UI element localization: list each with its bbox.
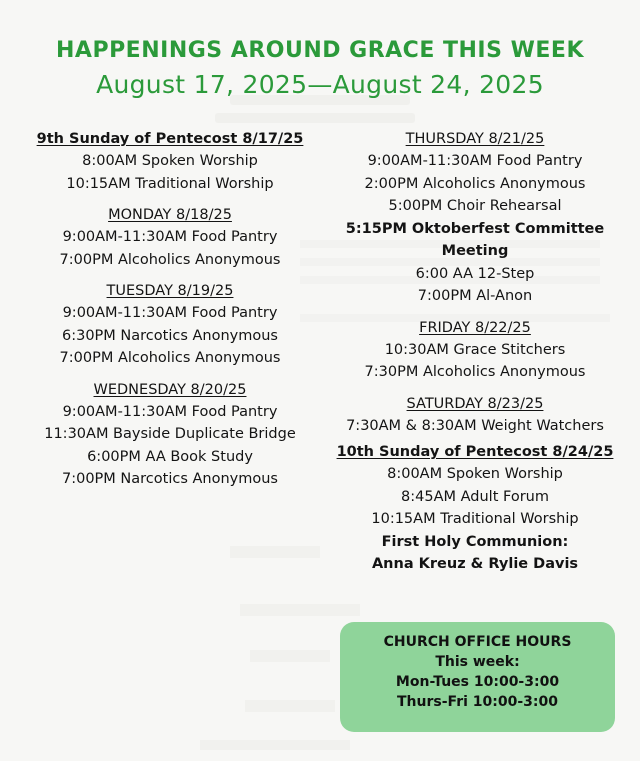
event-line: 10:30AM Grace Stitchers (384, 341, 566, 358)
day-block-monday (20, 204, 320, 271)
office-hours-subtitle: This week: (435, 654, 520, 670)
right-column (325, 128, 625, 576)
event-line: 7:00PM Narcotics Anonymous (62, 471, 278, 487)
day-heading: WEDNESDAY 8/20/25 (93, 381, 247, 398)
event-line: 9:00AM-11:30AM Food Pantry (367, 153, 583, 169)
event-line: 7:00PM Alcoholics Anonymous (59, 350, 281, 366)
date-range: August 17, 2025—August 24, 2025 (96, 70, 544, 99)
event-line: 7:00PM Alcoholics Anonymous (59, 251, 281, 268)
event-line-highlight: Meeting (441, 243, 509, 259)
day-block-friday (325, 317, 625, 384)
day-block-tuesday (20, 280, 320, 370)
day-heading: 10th Sunday of Pentecost 8/24/25 (336, 444, 614, 460)
event-line: 5:00PM Choir Rehearsal (388, 198, 562, 214)
event-line: 10:15AM Traditional Worship (66, 175, 274, 192)
left-column (20, 128, 320, 491)
event-line: 2:00PM Alcoholics Anonymous (364, 175, 586, 192)
event-line: 6:30PM Narcotics Anonymous (62, 327, 278, 344)
day-heading: TUESDAY 8/19/25 (106, 283, 234, 299)
event-line-highlight: 5:15PM Oktoberfest Committee (345, 220, 605, 237)
day-heading: THURSDAY 8/21/25 (405, 131, 545, 147)
office-hours-line: Mon-Tues 10:00-3:00 (395, 674, 560, 690)
event-line: 8:45AM Adult Forum (401, 488, 549, 505)
page-title: HAPPENINGS AROUND GRACE THIS WEEK (56, 38, 584, 63)
day-block-sunday-8-24 (325, 441, 625, 576)
office-hours-title: CHURCH OFFICE HOURS (383, 634, 572, 650)
office-hours-box (340, 622, 615, 732)
day-heading: 9th Sunday of Pentecost 8/17/25 (36, 131, 304, 147)
day-block-thursday (325, 128, 625, 308)
event-line: 8:00AM Spoken Worship (387, 466, 563, 482)
day-block-wednesday (20, 379, 320, 491)
event-line: 9:00AM-11:30AM Food Pantry (62, 229, 278, 245)
office-hours-line: Thurs-Fri 10:00-3:00 (397, 694, 558, 710)
event-line: 9:00AM-11:30AM Food Pantry (62, 305, 278, 321)
event-line: 7:00PM Al-Anon (417, 288, 533, 304)
event-line: 7:30AM & 8:30AM Weight Watchers (346, 417, 604, 434)
event-line: 7:30PM Alcoholics Anonymous (364, 364, 586, 380)
day-heading: SATURDAY 8/23/25 (406, 395, 544, 412)
event-line: 11:30AM Bayside Duplicate Bridge (44, 426, 296, 442)
day-block-sunday-8-17 (20, 128, 320, 195)
day-heading: MONDAY 8/18/25 (108, 207, 232, 223)
event-line: 6:00 AA 12-Step (415, 265, 535, 282)
event-line-highlight: First Holy Communion: (381, 533, 569, 550)
day-block-saturday (325, 393, 625, 438)
day-heading: FRIDAY 8/22/25 (419, 319, 531, 336)
event-line: 8:00AM Spoken Worship (82, 153, 258, 169)
event-line: 9:00AM-11:30AM Food Pantry (62, 403, 278, 420)
event-line: 10:15AM Traditional Worship (371, 511, 579, 527)
event-line-highlight: Anna Kreuz & Rylie Davis (371, 556, 579, 572)
event-line: 6:00PM AA Book Study (87, 448, 253, 465)
